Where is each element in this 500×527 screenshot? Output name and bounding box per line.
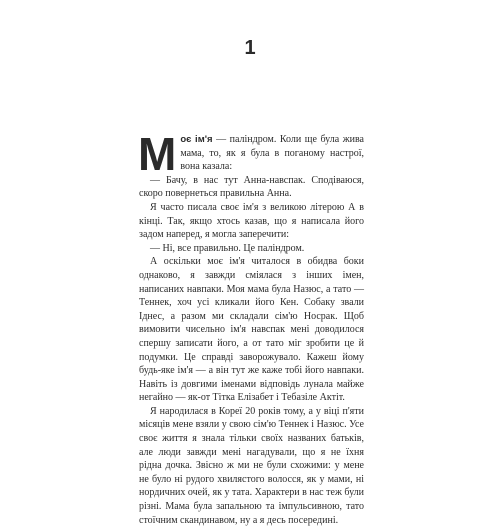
chapter-text: [138, 128, 364, 527]
paragraph: А оскільки моє ім'я читалося в обидва боки однаково, я завжди сміялася з інших імен, написаних навпаки. Моя мама була Назюс, а тато — Теннек, хоч усі кликали його Кен. Собаку звали Іднес, а разом ми складали сім'ю Носрак. Щоб вимовити чисельно ім'я навспак мені доводилося спершу записати його, а от тато міг зробити це й подумки. Це справді заворожувало. Кажеш йому будь-яке ім'я — а він тут же каже тобі його навпаки. Навіть із довгими іменами відповідь лунала майже негайно — як-от Тітка Елізабет і Тебазіле Актіт.: [139, 256, 364, 404]
drop-cap: М: [138, 128, 177, 180]
lead-in: оє ім'я: [180, 134, 213, 145]
opening-paragraph-text: — паліндром. Коли ще була жива мама, то, як я була в поганому настрої, вона казала:: [180, 134, 364, 173]
paragraph: Я часто писала своє ім'я з великою літерою А в кінці. Так, якщо хтось казав, що я написала його задом наперед, я могла заперечити:: [139, 201, 364, 241]
chapter-number: 1: [244, 37, 256, 59]
paragraph: — Бачу, в нас тут Анна-навспак. Сподіваюся, скоро повернеться правильна Анна.: [139, 174, 364, 200]
opening-paragraph: [138, 128, 364, 180]
paragraph: — Ні, все правильно. Це паліндром.: [150, 242, 305, 254]
paragraph: Я народилася в Кореї 20 років тому, а у віці п'яти місяців мене взяли у свою сім'ю Теннек і Назюс. Усе своє життя я знала тільки своїх названих батьків, але люди завжди мені нагадували, що я не їхня рідна дочка. Звісно ж ми не були схожими: у мене не було ні рудого хвилястого волосся, як у мами, ні нордичних очей, як у тата. Характери в нас теж були різні. Мама була запальною та імпульсивною, тато стоїчним скандинавом, ну а я десь посередині.: [139, 405, 364, 526]
